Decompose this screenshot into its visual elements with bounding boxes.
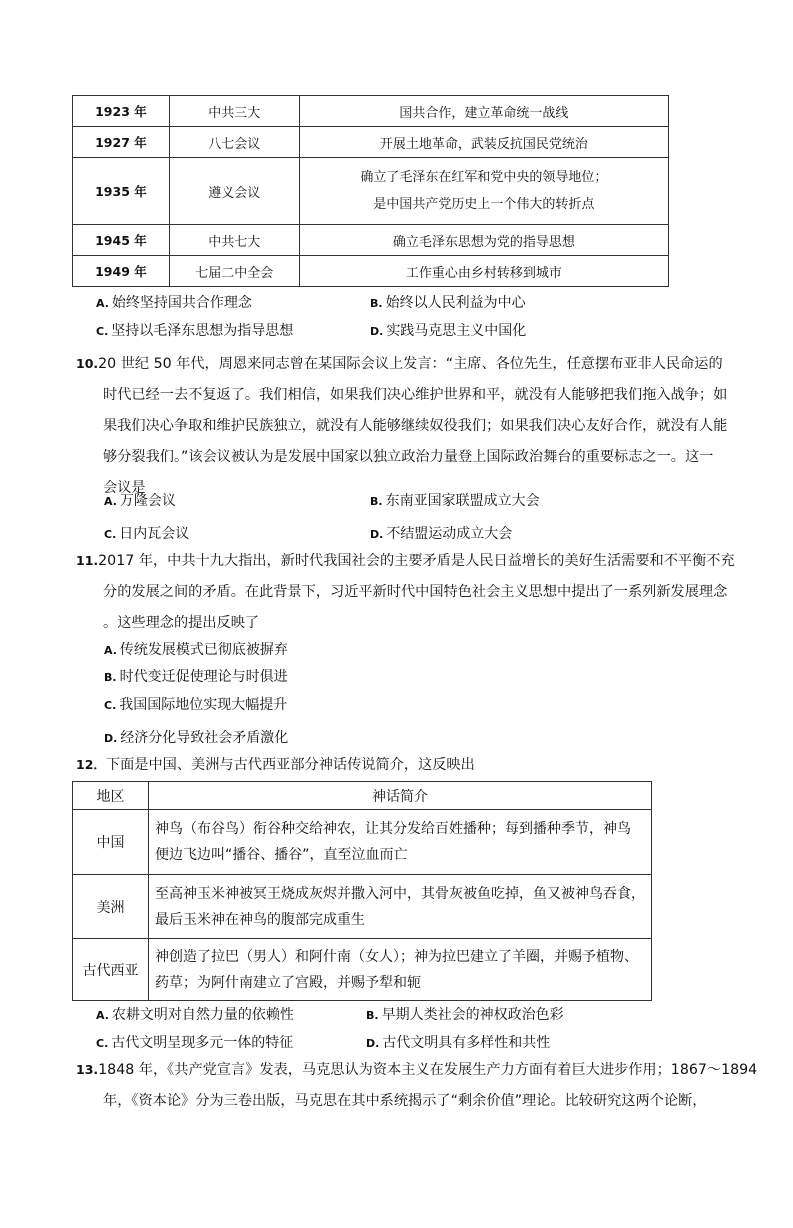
header-region: 地区 <box>73 782 149 810</box>
summary-cell: 至高神玉米神被冥王烧成灰烬并撒入河中，其骨灰被鱼吃掉，鱼又被神鸟吞食， 最后玉米神在神鸟的腹部完成重生 <box>149 875 652 939</box>
content-line: 确立了毛泽东在红军和党中央的领导地位； <box>360 170 608 185</box>
question-number: 10. <box>76 356 99 371</box>
table-header-row <box>73 782 652 810</box>
table-row <box>73 96 669 127</box>
meeting-cell: 七届二中全会 <box>169 256 299 287</box>
content-cell: 开展土地革命，武装反抗国民党统治 <box>299 127 668 158</box>
question-10: 10.20 世纪 50 年代，周恩来同志曾在某国际会议上发言：“主席、各位先生，任意摆布亚非人民命运的 时代已经一去不复返了。我们相信，如果我们决心维护世界和平，就没有人能够把我们拖入战争；如 果我们决心争取和维护民族独立，就没有人能够继续奴役我们；如果我们决心友好合作，就没有人能 够分裂我们。”该会议被认为是发展中国家以独立政治力量登上国际政治舞台的重要标志之一。这一 会议是 <box>76 356 728 496</box>
q9-option-d[interactable]: D. 实践马克思主义中国化 <box>370 323 527 339</box>
year-cell: 1935 年 <box>73 158 170 225</box>
meeting-cell: 中共七大 <box>169 225 299 256</box>
q12-option-a[interactable]: A. 农耕文明对自然力量的依赖性 <box>96 1007 294 1023</box>
region-cell: 美洲 <box>73 875 149 939</box>
table-row <box>73 875 652 939</box>
table-row <box>73 127 669 158</box>
table-row <box>73 158 669 225</box>
q11-option-b[interactable]: B. 时代变迁促使理论与时俱进 <box>104 669 288 685</box>
question-12: 12．下面是中国、美洲与古代西亚部分神话传说简介，这反映出 <box>76 757 475 773</box>
myth-table <box>72 781 652 1001</box>
content-cell: 工作重心由乡村转移到城市 <box>299 256 668 287</box>
q10-option-d[interactable]: D. 不结盟运动成立大会 <box>370 526 513 542</box>
table-row <box>73 225 669 256</box>
content-cell: 确立毛泽东思想为党的指导思想 <box>299 225 668 256</box>
meeting-cell: 遵义会议 <box>169 158 299 225</box>
q11-option-c[interactable]: C. 我国国际地位实现大幅提升 <box>104 697 288 713</box>
table-row <box>73 939 652 1001</box>
q12-option-c[interactable]: C. 古代文明呈现多元一体的特征 <box>96 1035 294 1051</box>
question-11: 11.2017 年，中共十九大指出，新时代我国社会的主要矛盾是人民日益增长的美好生活需要和不平衡不充 分的发展之间的矛盾。在此背景下，习近平新时代中国特色社会主义思想中提出了一系列新发展理念 。这些理念的提出反映了 <box>76 553 735 631</box>
year-cell: 1945 年 <box>73 225 170 256</box>
q9-option-c[interactable]: C. 坚持以毛泽东思想为指导思想 <box>96 323 294 339</box>
year-cell: 1949 年 <box>73 256 170 287</box>
question-number: 12． <box>76 757 106 772</box>
q9-option-a[interactable]: A. 始终坚持国共合作理念 <box>96 295 252 311</box>
q11-option-d[interactable]: D. 经济分化导致社会矛盾激化 <box>104 730 289 746</box>
year-cell: 1927 年 <box>73 127 170 158</box>
content-line: 是中国共产党历史上一个伟大的转折点 <box>373 197 595 212</box>
q12-option-b[interactable]: B. 早期人类社会的神权政治色彩 <box>366 1007 564 1023</box>
q10-option-b[interactable]: B. 东南亚国家联盟成立大会 <box>370 493 540 509</box>
question-number: 11. <box>76 553 99 568</box>
content-cell <box>299 158 668 225</box>
q10-option-c[interactable]: C. 日内瓦会议 <box>104 526 190 542</box>
region-cell: 古代西亚 <box>73 939 149 1001</box>
question-13: 13.1848 年，《共产党宣言》发表，马克思认为资本主义在发展生产力方面有着巨大进步作用；1867～1894 年，《资本论》分为三卷出版，马克思在其中系统揭示了“剩余价值”理论。比较研究这两个论断， <box>76 1062 758 1109</box>
history-events-table <box>72 95 669 287</box>
q9-option-b[interactable]: B. 始终以人民利益为中心 <box>370 295 526 311</box>
question-number: 13. <box>76 1062 99 1077</box>
meeting-cell: 八七会议 <box>169 127 299 158</box>
region-cell: 中国 <box>73 810 149 875</box>
table-row <box>73 810 652 875</box>
q10-option-a[interactable]: A. 万隆会议 <box>104 493 176 509</box>
summary-cell: 神鸟（布谷鸟）衔谷种交给神农，让其分发给百姓播种；每到播种季节，神鸟 便边飞边叫“播谷、播谷”，直至泣血而亡 <box>149 810 652 875</box>
q12-option-d[interactable]: D. 古代文明具有多样性和共性 <box>366 1035 551 1051</box>
header-summary: 神话简介 <box>149 782 652 810</box>
summary-cell: 神创造了拉巴（男人）和阿什南（女人）；神为拉巴建立了羊圈，并赐予植物、 药草；为阿什南建立了宫殿，并赐予犁和轭 <box>149 939 652 1001</box>
meeting-cell: 中共三大 <box>169 96 299 127</box>
year-cell: 1923 年 <box>73 96 170 127</box>
q11-option-a[interactable]: A. 传统发展模式已彻底被摒弃 <box>104 642 288 658</box>
table-row <box>73 256 669 287</box>
content-cell: 国共合作，建立革命统一战线 <box>299 96 668 127</box>
